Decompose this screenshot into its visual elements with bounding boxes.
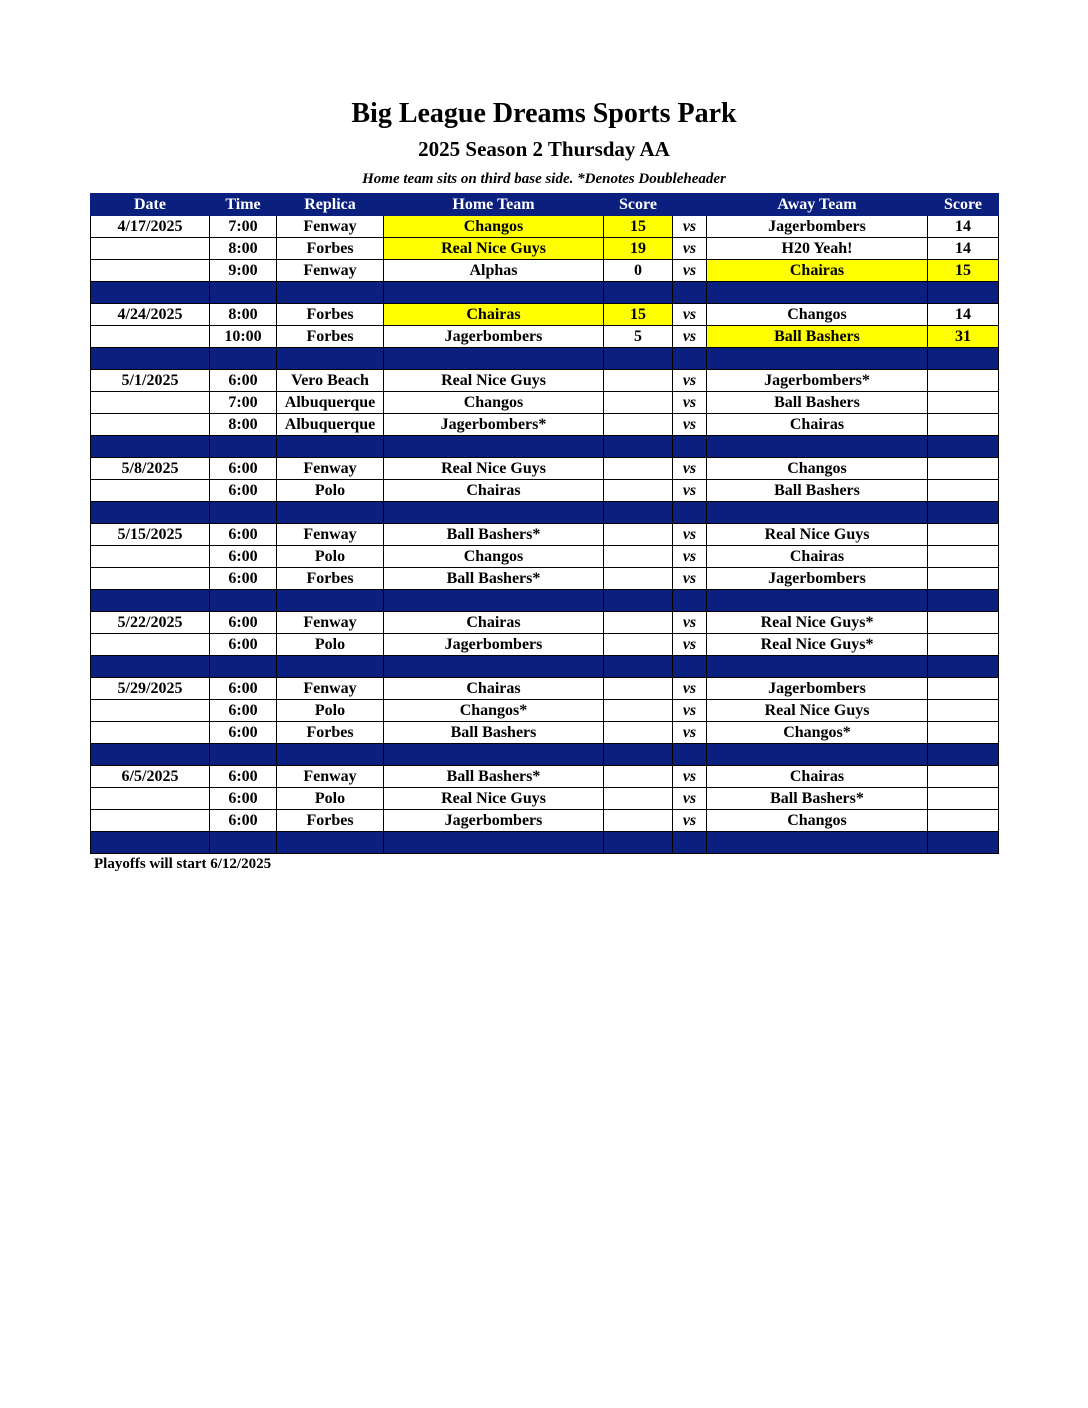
separator-cell [707, 502, 928, 524]
vs-label: vs [673, 788, 707, 810]
away-team: Ball Bashers [707, 326, 928, 348]
col-header-replica: Replica [277, 194, 384, 216]
home-score [604, 546, 673, 568]
game-row [91, 260, 999, 282]
home-team: Changos* [384, 700, 604, 722]
away-score [928, 788, 999, 810]
separator-cell [384, 282, 604, 304]
game-date [91, 414, 210, 436]
home-score [604, 612, 673, 634]
home-team: Changos [384, 392, 604, 414]
separator-cell [673, 436, 707, 458]
away-score: 14 [928, 238, 999, 260]
separator-cell [277, 436, 384, 458]
week-separator-row [91, 656, 999, 678]
game-date [91, 634, 210, 656]
separator-cell [928, 282, 999, 304]
game-time: 6:00 [210, 788, 277, 810]
away-team: Real Nice Guys* [707, 612, 928, 634]
playoffs-note: Playoffs will start 6/12/2025 [94, 856, 272, 872]
separator-cell [673, 832, 707, 854]
game-row [91, 678, 999, 700]
game-field: Polo [277, 788, 384, 810]
separator-cell [707, 348, 928, 370]
vs-label: vs [673, 810, 707, 832]
separator-cell [707, 590, 928, 612]
vs-label: vs [673, 546, 707, 568]
away-team: Chairas [707, 260, 928, 282]
home-score [604, 480, 673, 502]
game-time: 6:00 [210, 612, 277, 634]
game-row [91, 414, 999, 436]
separator-cell [210, 436, 277, 458]
home-team: Real Nice Guys [384, 458, 604, 480]
separator-cell [277, 832, 384, 854]
game-field: Fenway [277, 216, 384, 238]
game-row [91, 722, 999, 744]
game-row [91, 766, 999, 788]
vs-label: vs [673, 524, 707, 546]
game-field: Forbes [277, 722, 384, 744]
separator-cell [707, 436, 928, 458]
separator-cell [210, 502, 277, 524]
vs-label: vs [673, 304, 707, 326]
page-subtitle: 2025 Season 2 Thursday AA [418, 137, 670, 161]
home-score: 5 [604, 326, 673, 348]
away-score [928, 370, 999, 392]
away-score: 14 [928, 216, 999, 238]
separator-cell [91, 590, 210, 612]
separator-cell [604, 282, 673, 304]
game-field: Fenway [277, 524, 384, 546]
separator-cell [928, 348, 999, 370]
game-time: 6:00 [210, 810, 277, 832]
schedule-body [91, 216, 999, 854]
home-score: 15 [604, 304, 673, 326]
separator-cell [277, 502, 384, 524]
separator-cell [928, 436, 999, 458]
vs-label: vs [673, 414, 707, 436]
page-title: Big League Dreams Sports Park [351, 98, 737, 129]
game-date: 5/29/2025 [91, 678, 210, 700]
separator-cell [384, 656, 604, 678]
game-row [91, 304, 999, 326]
game-field: Polo [277, 634, 384, 656]
home-score: 19 [604, 238, 673, 260]
game-time: 6:00 [210, 634, 277, 656]
away-team: Chairas [707, 766, 928, 788]
game-time: 6:00 [210, 568, 277, 590]
game-date: 5/15/2025 [91, 524, 210, 546]
game-time: 6:00 [210, 678, 277, 700]
game-date [91, 700, 210, 722]
away-team: Ball Bashers [707, 392, 928, 414]
header-row [91, 194, 999, 216]
game-row [91, 634, 999, 656]
away-team: Jagerbombers [707, 568, 928, 590]
home-team: Ball Bashers [384, 722, 604, 744]
game-field: Polo [277, 546, 384, 568]
home-score [604, 810, 673, 832]
away-team: Changos [707, 458, 928, 480]
home-score [604, 722, 673, 744]
separator-cell [707, 282, 928, 304]
away-score: 31 [928, 326, 999, 348]
away-team: Real Nice Guys [707, 524, 928, 546]
separator-cell [928, 502, 999, 524]
separator-cell [928, 744, 999, 766]
home-team: Changos [384, 216, 604, 238]
game-row [91, 458, 999, 480]
separator-cell [928, 590, 999, 612]
away-score [928, 700, 999, 722]
game-row [91, 788, 999, 810]
game-row [91, 238, 999, 260]
away-team: Jagerbombers* [707, 370, 928, 392]
vs-label: vs [673, 370, 707, 392]
game-field: Fenway [277, 260, 384, 282]
away-score [928, 458, 999, 480]
week-separator-row [91, 502, 999, 524]
separator-cell [604, 744, 673, 766]
game-field: Polo [277, 700, 384, 722]
away-team: Chairas [707, 414, 928, 436]
schedule-note: Home team sits on third base side. *Denotes Doubleheader [362, 171, 726, 187]
separator-cell [673, 348, 707, 370]
game-date: 6/5/2025 [91, 766, 210, 788]
separator-cell [210, 348, 277, 370]
vs-label: vs [673, 260, 707, 282]
separator-cell [384, 436, 604, 458]
game-date [91, 326, 210, 348]
game-date [91, 788, 210, 810]
home-team: Jagerbombers [384, 634, 604, 656]
game-row [91, 810, 999, 832]
away-team: Ball Bashers [707, 480, 928, 502]
game-date [91, 810, 210, 832]
away-team: Changos [707, 810, 928, 832]
away-score [928, 612, 999, 634]
home-team: Jagerbombers [384, 810, 604, 832]
game-field: Forbes [277, 238, 384, 260]
home-team: Ball Bashers* [384, 524, 604, 546]
home-team: Ball Bashers* [384, 766, 604, 788]
home-score [604, 568, 673, 590]
game-field: Albuquerque [277, 414, 384, 436]
game-field: Polo [277, 480, 384, 502]
vs-label: vs [673, 612, 707, 634]
game-date [91, 568, 210, 590]
separator-cell [707, 656, 928, 678]
home-team: Jagerbombers [384, 326, 604, 348]
separator-cell [673, 502, 707, 524]
game-time: 6:00 [210, 480, 277, 502]
game-field: Fenway [277, 458, 384, 480]
game-date: 4/24/2025 [91, 304, 210, 326]
home-team: Ball Bashers* [384, 568, 604, 590]
game-row [91, 370, 999, 392]
game-time: 6:00 [210, 370, 277, 392]
separator-cell [91, 832, 210, 854]
col-header-vs [673, 194, 707, 216]
separator-cell [707, 744, 928, 766]
away-score [928, 480, 999, 502]
schedule-table [90, 193, 999, 854]
separator-cell [277, 590, 384, 612]
vs-label: vs [673, 722, 707, 744]
away-score [928, 546, 999, 568]
separator-cell [210, 282, 277, 304]
game-time: 6:00 [210, 700, 277, 722]
home-team: Chairas [384, 678, 604, 700]
home-team: Chairas [384, 612, 604, 634]
separator-cell [384, 832, 604, 854]
home-team: Chairas [384, 304, 604, 326]
game-date [91, 238, 210, 260]
game-date [91, 480, 210, 502]
game-time: 7:00 [210, 392, 277, 414]
week-separator-row [91, 348, 999, 370]
away-team: Real Nice Guys* [707, 634, 928, 656]
home-score [604, 524, 673, 546]
vs-label: vs [673, 326, 707, 348]
game-time: 8:00 [210, 304, 277, 326]
home-score [604, 370, 673, 392]
game-time: 8:00 [210, 238, 277, 260]
game-row [91, 546, 999, 568]
separator-cell [91, 744, 210, 766]
separator-cell [928, 832, 999, 854]
home-team: Real Nice Guys [384, 370, 604, 392]
away-score [928, 766, 999, 788]
away-score [928, 678, 999, 700]
week-separator-row [91, 744, 999, 766]
home-score: 0 [604, 260, 673, 282]
vs-label: vs [673, 678, 707, 700]
separator-cell [604, 348, 673, 370]
separator-cell [384, 744, 604, 766]
game-time: 6:00 [210, 722, 277, 744]
game-field: Fenway [277, 612, 384, 634]
separator-cell [91, 282, 210, 304]
vs-label: vs [673, 216, 707, 238]
away-team: Real Nice Guys [707, 700, 928, 722]
separator-cell [604, 832, 673, 854]
vs-label: vs [673, 766, 707, 788]
game-row [91, 392, 999, 414]
home-score [604, 678, 673, 700]
separator-cell [210, 590, 277, 612]
separator-cell [604, 590, 673, 612]
away-score: 15 [928, 260, 999, 282]
away-score [928, 568, 999, 590]
separator-cell [91, 656, 210, 678]
home-team: Chairas [384, 480, 604, 502]
game-field: Forbes [277, 326, 384, 348]
away-team: Changos [707, 304, 928, 326]
game-field: Forbes [277, 568, 384, 590]
game-date [91, 546, 210, 568]
game-time: 8:00 [210, 414, 277, 436]
game-field: Forbes [277, 810, 384, 832]
away-score [928, 810, 999, 832]
game-date: 5/22/2025 [91, 612, 210, 634]
col-header-date: Date [91, 194, 210, 216]
col-header-away-team: Away Team [707, 194, 928, 216]
game-field: Albuquerque [277, 392, 384, 414]
game-time: 9:00 [210, 260, 277, 282]
game-time: 6:00 [210, 766, 277, 788]
separator-cell [604, 502, 673, 524]
home-score [604, 414, 673, 436]
separator-cell [673, 744, 707, 766]
week-separator-row [91, 832, 999, 854]
away-score: 14 [928, 304, 999, 326]
game-date: 5/8/2025 [91, 458, 210, 480]
away-team: Chairas [707, 546, 928, 568]
separator-cell [707, 832, 928, 854]
game-date: 5/1/2025 [91, 370, 210, 392]
separator-cell [673, 656, 707, 678]
game-time: 6:00 [210, 546, 277, 568]
game-row [91, 480, 999, 502]
separator-cell [604, 436, 673, 458]
home-team: Changos [384, 546, 604, 568]
separator-cell [277, 656, 384, 678]
game-time: 6:00 [210, 458, 277, 480]
away-score [928, 392, 999, 414]
away-team: H20 Yeah! [707, 238, 928, 260]
separator-cell [384, 590, 604, 612]
home-score [604, 392, 673, 414]
separator-cell [277, 348, 384, 370]
home-score [604, 700, 673, 722]
separator-cell [673, 590, 707, 612]
vs-label: vs [673, 392, 707, 414]
separator-cell [604, 656, 673, 678]
separator-cell [277, 282, 384, 304]
away-score [928, 524, 999, 546]
away-team: Changos* [707, 722, 928, 744]
separator-cell [91, 348, 210, 370]
col-header-home-team: Home Team [384, 194, 604, 216]
game-date [91, 392, 210, 414]
away-score [928, 634, 999, 656]
separator-cell [277, 744, 384, 766]
home-score: 15 [604, 216, 673, 238]
home-score [604, 458, 673, 480]
game-field: Fenway [277, 766, 384, 788]
week-separator-row [91, 590, 999, 612]
separator-cell [210, 832, 277, 854]
game-date [91, 260, 210, 282]
vs-label: vs [673, 480, 707, 502]
separator-cell [210, 656, 277, 678]
away-team: Ball Bashers* [707, 788, 928, 810]
game-time: 10:00 [210, 326, 277, 348]
separator-cell [384, 348, 604, 370]
game-row [91, 216, 999, 238]
away-score [928, 722, 999, 744]
home-team: Jagerbombers* [384, 414, 604, 436]
separator-cell [91, 502, 210, 524]
vs-label: vs [673, 700, 707, 722]
away-team: Jagerbombers [707, 216, 928, 238]
game-row [91, 612, 999, 634]
vs-label: vs [673, 634, 707, 656]
col-header-time: Time [210, 194, 277, 216]
vs-label: vs [673, 568, 707, 590]
col-header-home-score: Score [604, 194, 673, 216]
game-time: 7:00 [210, 216, 277, 238]
game-date [91, 722, 210, 744]
separator-cell [673, 282, 707, 304]
game-field: Vero Beach [277, 370, 384, 392]
home-team: Real Nice Guys [384, 238, 604, 260]
separator-cell [384, 502, 604, 524]
home-score [604, 788, 673, 810]
game-row [91, 568, 999, 590]
game-field: Forbes [277, 304, 384, 326]
home-score [604, 634, 673, 656]
separator-cell [928, 656, 999, 678]
col-header-away-score: Score [928, 194, 999, 216]
home-team: Real Nice Guys [384, 788, 604, 810]
game-date: 4/17/2025 [91, 216, 210, 238]
away-score [928, 414, 999, 436]
game-field: Fenway [277, 678, 384, 700]
game-row [91, 700, 999, 722]
separator-cell [91, 436, 210, 458]
game-row [91, 524, 999, 546]
away-team: Jagerbombers [707, 678, 928, 700]
week-separator-row [91, 282, 999, 304]
vs-label: vs [673, 238, 707, 260]
home-score [604, 766, 673, 788]
game-time: 6:00 [210, 524, 277, 546]
week-separator-row [91, 436, 999, 458]
game-row [91, 326, 999, 348]
home-team: Alphas [384, 260, 604, 282]
separator-cell [210, 744, 277, 766]
vs-label: vs [673, 458, 707, 480]
